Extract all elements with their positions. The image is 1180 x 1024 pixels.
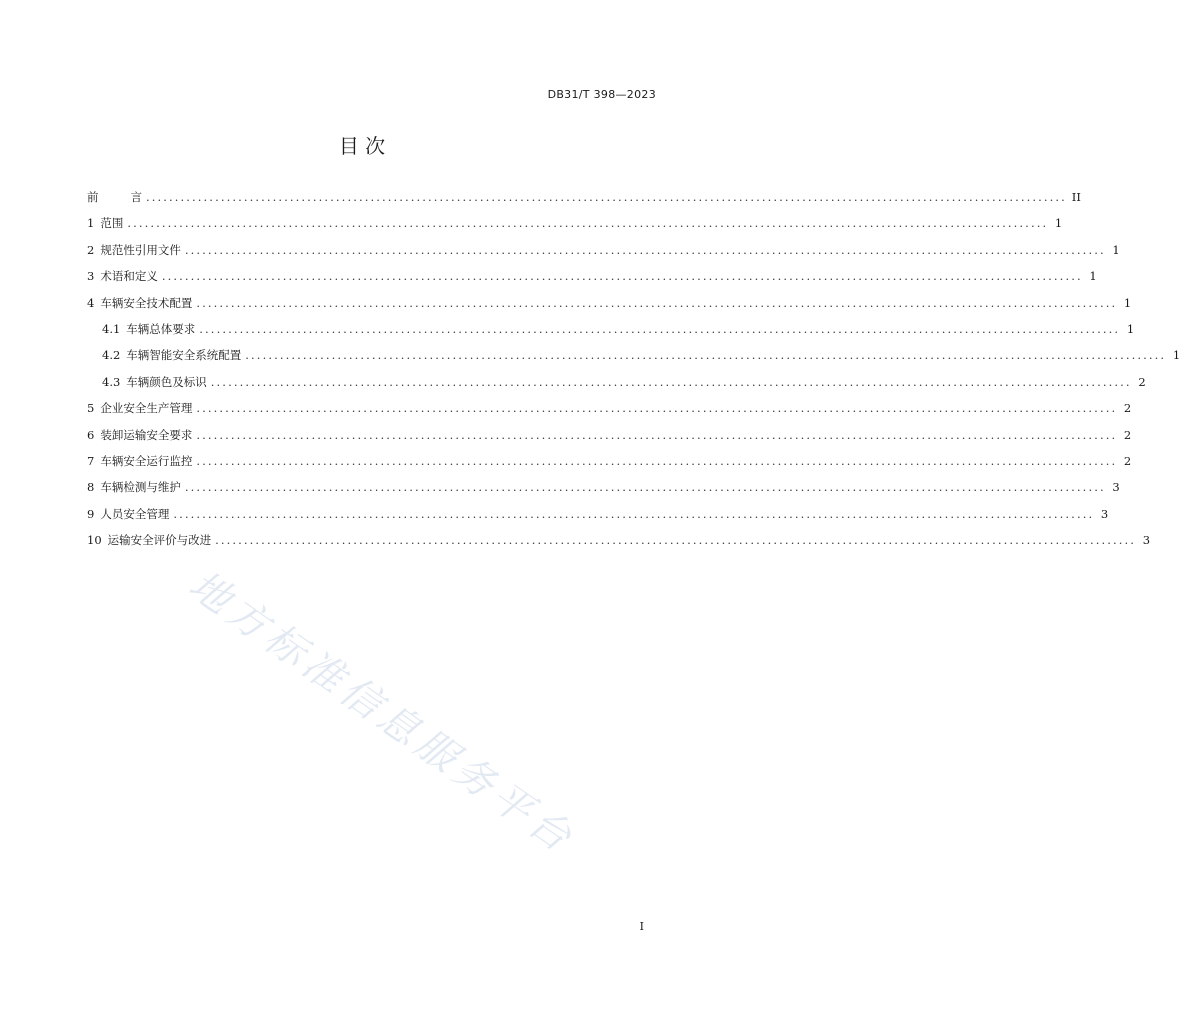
toc-entry-page: 3 <box>1142 533 1151 548</box>
dot-leader: ................................................................................................................................................................ <box>184 480 1106 495</box>
toc-entry-page: 1 <box>1126 321 1135 336</box>
toc-entry-number: 1 <box>87 216 95 231</box>
toc-entry-preface[interactable] <box>87 184 1081 210</box>
toc-entry-page: 2 <box>1123 401 1132 416</box>
document-code: DB31/T 398—2023 <box>547 88 656 101</box>
dot-leader: ................................................................................................................................................................ <box>173 506 1095 521</box>
toc-entry-label: 车辆颜色及标识 <box>126 374 207 389</box>
toc-entry-number: 8 <box>87 480 95 495</box>
toc-entry[interactable] <box>87 263 1097 289</box>
toc-entry-label: 运输安全评价与改进 <box>107 533 212 548</box>
toc-entry-number: 4.1 <box>102 321 121 336</box>
toc-subentry[interactable] <box>87 316 1135 342</box>
toc-entry-number: 5 <box>87 401 95 416</box>
toc-entry-page: 3 <box>1112 480 1120 495</box>
page-title: 目 次 <box>338 134 386 158</box>
toc-entry[interactable] <box>87 237 1120 263</box>
toc-entry-label: 车辆总体要求 <box>126 321 196 336</box>
toc-subentry[interactable] <box>87 369 1146 395</box>
toc-entry-page: 3 <box>1100 506 1109 521</box>
toc-entry-label: 车辆安全运行监控 <box>100 453 193 468</box>
dot-leader: ................................................................................................................................................................ <box>245 348 1167 363</box>
toc-entry-label: 车辆智能安全系统配置 <box>126 348 242 363</box>
dot-leader: ................................................................................................................................................................ <box>161 269 1083 284</box>
dot-leader: ................................................................................................................................................................ <box>196 453 1118 468</box>
toc-entry-number: 4.3 <box>102 374 121 389</box>
toc-entry-label: 装卸运输安全要求 <box>100 427 193 442</box>
page-number: I <box>639 920 644 933</box>
toc-entry-number: 2 <box>87 242 95 257</box>
toc-entry-number: 4 <box>87 295 95 310</box>
toc-entry-page: II <box>1071 190 1081 204</box>
toc-entry-number: 9 <box>87 506 95 521</box>
toc-entry-number: 10 <box>87 533 102 548</box>
toc-entry-number: 6 <box>87 427 95 442</box>
dot-leader: ................................................................................................................................................................ <box>196 401 1118 416</box>
toc-entry[interactable] <box>87 422 1132 448</box>
toc-entry-number: 3 <box>87 269 95 284</box>
toc-entry-label: 企业安全生产管理 <box>100 401 193 416</box>
toc-entry-number: 7 <box>87 453 95 468</box>
dot-leader: ................................................................................................................................................................ <box>196 295 1118 310</box>
dot-leader: ................................................................................................................................................................ <box>146 190 1067 204</box>
toc-entry-label: 车辆检测与维护 <box>100 480 181 495</box>
toc-entry[interactable] <box>87 395 1132 421</box>
dot-leader: ................................................................................................................................................................ <box>210 374 1132 389</box>
toc-entry-label: 术语和定义 <box>100 269 158 284</box>
toc-entry[interactable] <box>87 501 1109 527</box>
toc-entry-page: 1 <box>1172 348 1180 363</box>
toc-entry-page: 1 <box>1089 269 1097 284</box>
dot-leader: ................................................................................................................................................................ <box>199 321 1121 336</box>
toc-entry-number: 前 <box>87 190 99 204</box>
dot-leader: ................................................................................................................................................................ <box>215 533 1137 548</box>
toc-entry-label: 人员安全管理 <box>100 506 170 521</box>
dot-leader: ................................................................................................................................................................ <box>184 242 1106 257</box>
toc-entry-label: 言 <box>130 190 142 204</box>
toc-entry[interactable] <box>87 448 1132 474</box>
toc-entry-label: 范围 <box>100 216 124 231</box>
dot-leader: ................................................................................................................................................................ <box>127 216 1049 231</box>
toc-entry[interactable] <box>87 527 1151 553</box>
toc-entry-page: 1 <box>1112 242 1120 257</box>
toc-entry-number: 4.2 <box>102 348 121 363</box>
toc-entry-page: 2 <box>1123 453 1132 468</box>
toc-entry[interactable] <box>87 474 1120 500</box>
toc-entry[interactable] <box>87 210 1063 236</box>
toc-entry-page: 2 <box>1138 374 1146 389</box>
watermark: 地方标准信息服务平台 <box>180 562 584 864</box>
toc-subentry[interactable] <box>87 342 1180 368</box>
toc-entry-page: 2 <box>1123 427 1132 442</box>
toc-entry-page: 1 <box>1054 216 1063 231</box>
toc-entry[interactable] <box>87 290 1132 316</box>
toc-entry-page: 1 <box>1123 295 1132 310</box>
table-of-contents <box>87 184 1180 553</box>
dot-leader: ................................................................................................................................................................ <box>196 427 1118 442</box>
toc-entry-label: 规范性引用文件 <box>100 242 181 257</box>
toc-entry-label: 车辆安全技术配置 <box>100 295 193 310</box>
